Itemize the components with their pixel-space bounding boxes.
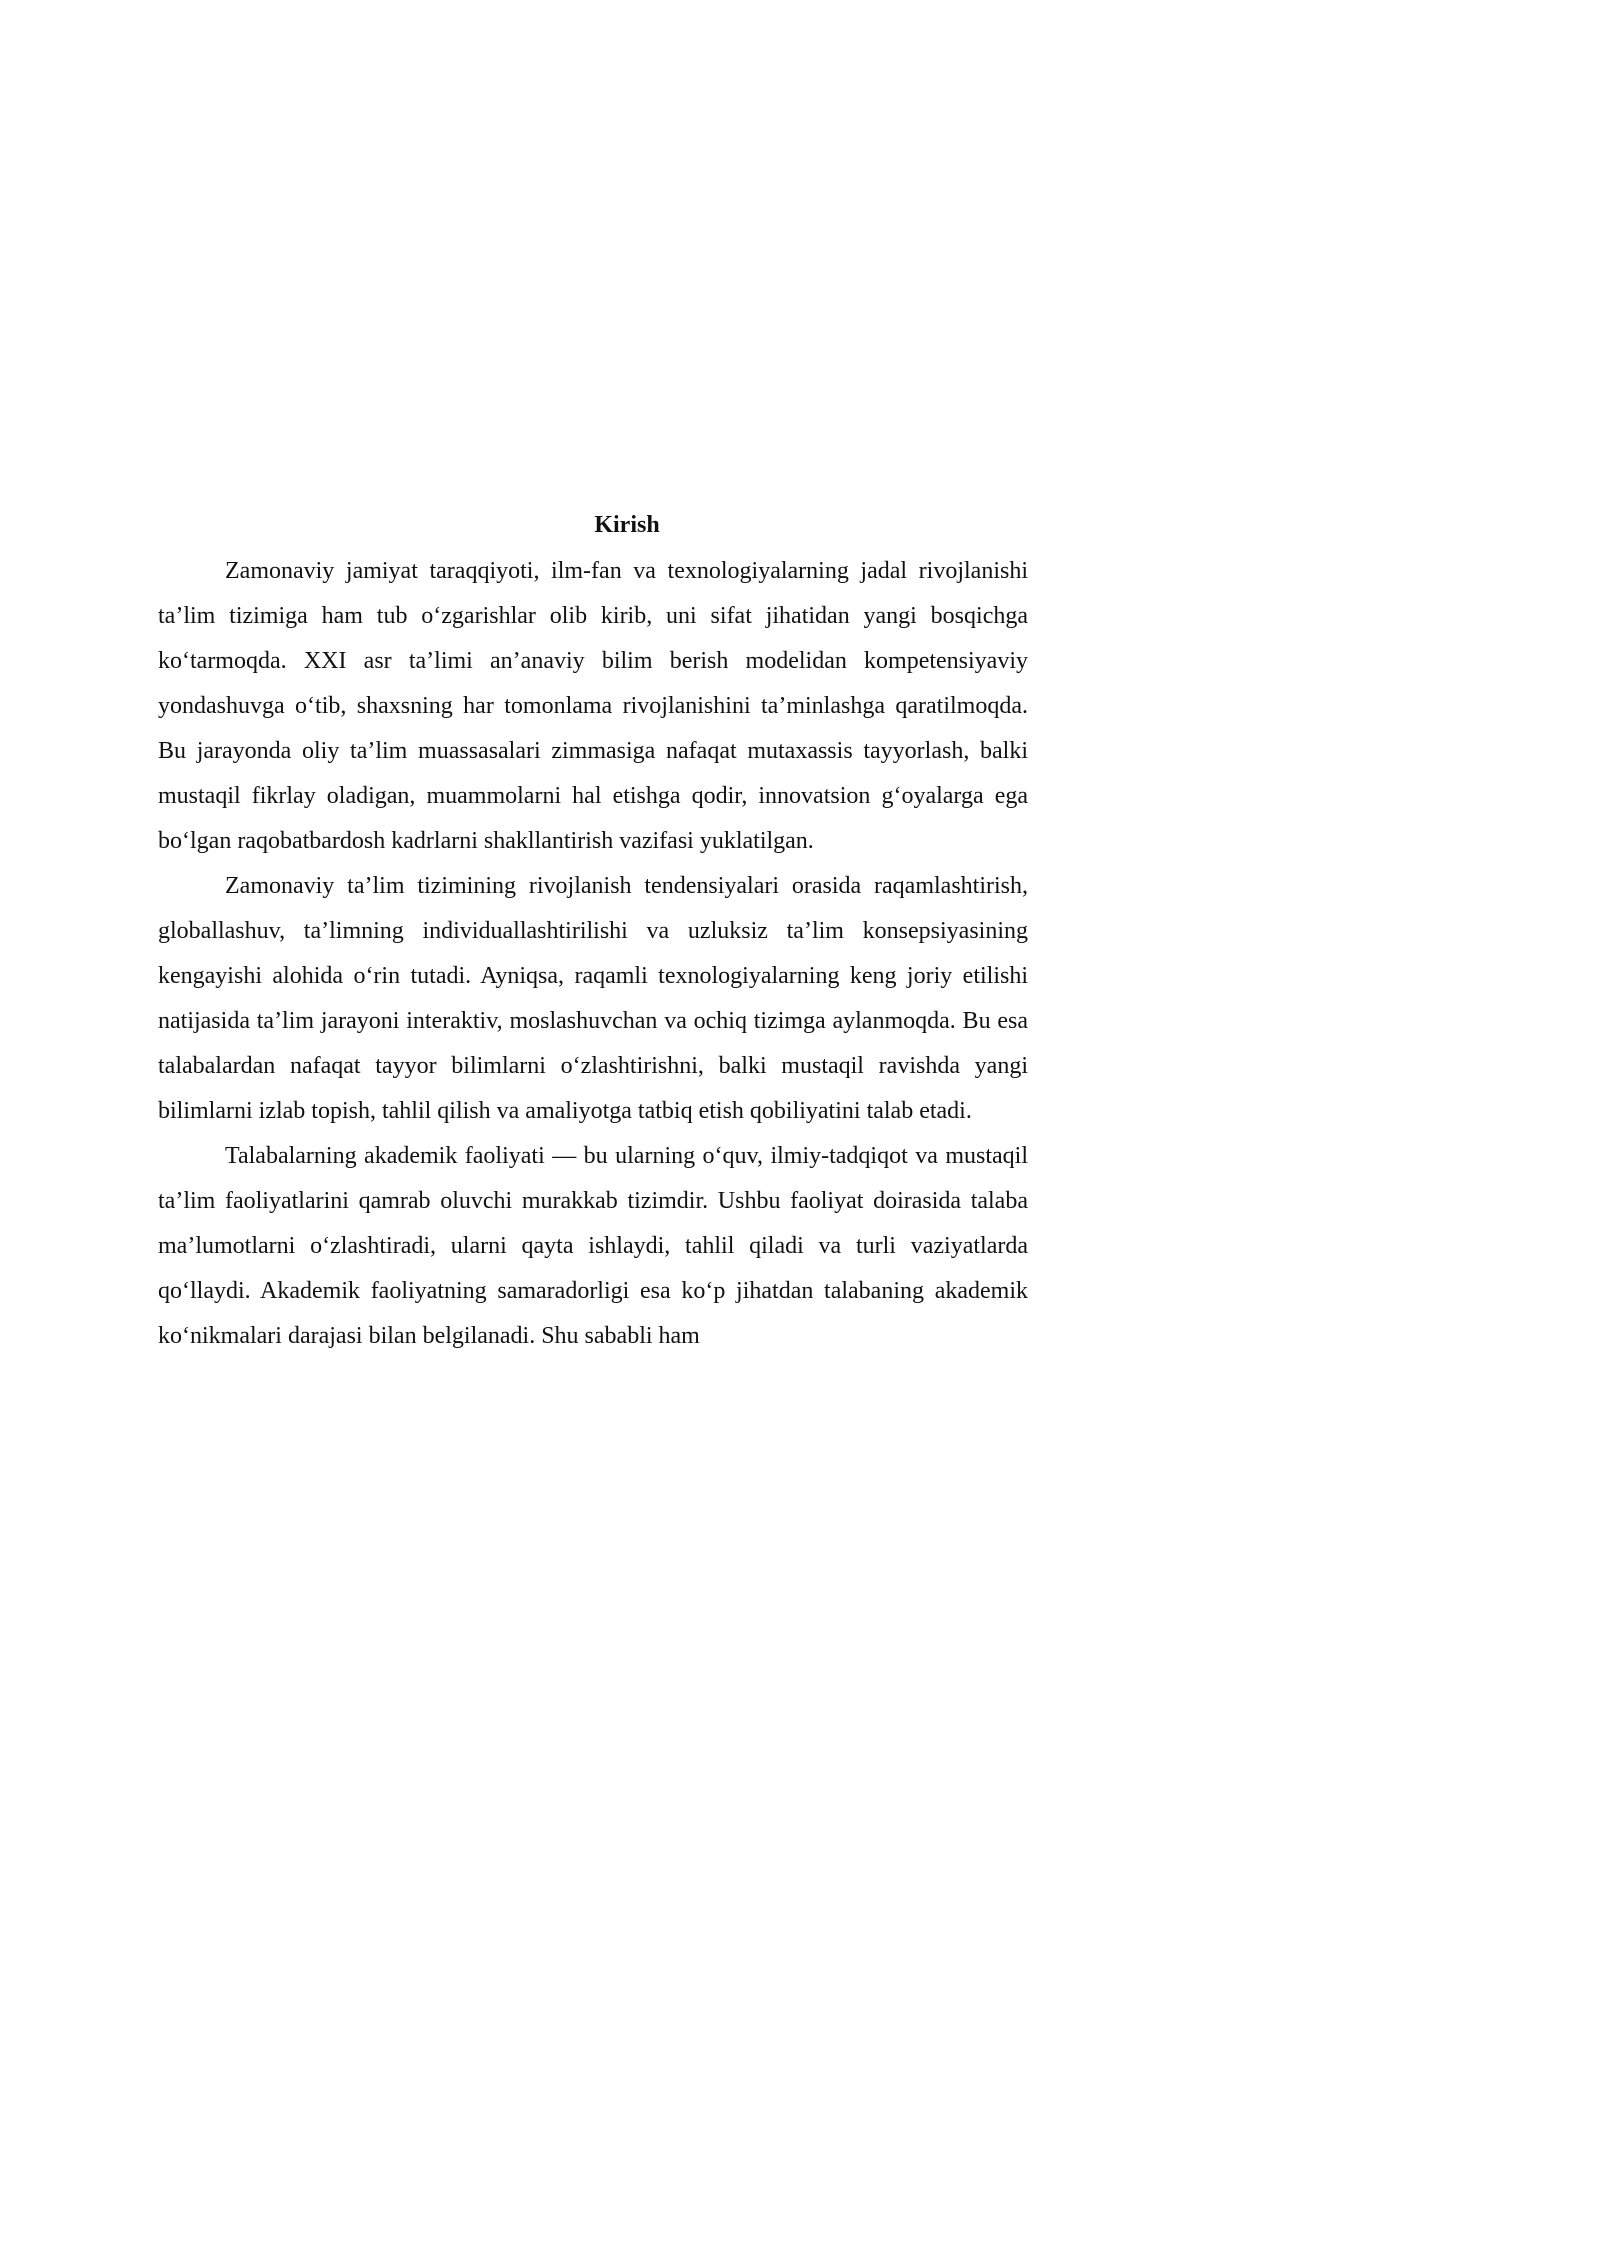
- section-heading: Kirish: [594, 512, 660, 538]
- document-body: [158, 505, 1028, 1359]
- paragraph-1: Zamonaviy jamiyat taraqqiyoti, ilm-fan va texnologiyalarning jadal rivojlanishi ta’lim tizimiga ham tub o‘zgarishlar olib kirib, uni sifat jihatidan yangi bosqichga ko‘tarmoqda. XXI asr ta’limi an’anaviy bilim berish modelidan kompetensiyaviy yondashuvga o‘tib, shaxsning har tomonlama rivojlanishini ta’minlashga qaratilmoqda. Bu jarayonda oliy ta’lim muassasalari zimmasiga nafaqat mutaxassis tayyorlash, balki mustaqil fikrlay oladigan, muammolarni hal etishga qodir, innovatsion g‘oyalarga ega bo‘lgan raqobatbardosh kadrlarni shakllantirish vazifasi yuklatilgan.: [158, 558, 1028, 854]
- paragraph-3: Talabalarning akademik faoliyati — bu ularning o‘quv, ilmiy-tadqiqot va mustaqil ta’lim faoliyatlarini qamrab oluvchi murakkab tizimdir. Ushbu faoliyat doirasida talaba ma’lumotlarni o‘zlashtiradi, ularni qayta ishlaydi, tahlil qiladi va turli vaziyatlarda qo‘llaydi. Akademik faoliyatning samaradorligi esa ko‘p jihatdan talabaning akademik ko‘nikmalari darajasi bilan belgilanadi. Shu sababli ham: [158, 1143, 1028, 1349]
- document-page: [0, 0, 1107, 1566]
- paragraph-2: Zamonaviy ta’lim tizimining rivojlanish tendensiyalari orasida raqamlashtirish, globallashuv, ta’limning individuallashtirilishi va uzluksiz ta’lim konsepsiyasining kengayishi alohida o‘rin tutadi. Ayniqsa, raqamli texnologiyalarning keng joriy etilishi natijasida ta’lim jarayoni interaktiv, moslashuvchan va ochiq tizimga aylanmoqda. Bu esa talabalardan nafaqat tayyor bilimlarni o‘zlashtirishni, balki mustaqil ravishda yangi bilimlarni izlab topish, tahlil qilish va amaliyotga tatbiq etish qobiliyatini talab etadi.: [158, 873, 1028, 1124]
